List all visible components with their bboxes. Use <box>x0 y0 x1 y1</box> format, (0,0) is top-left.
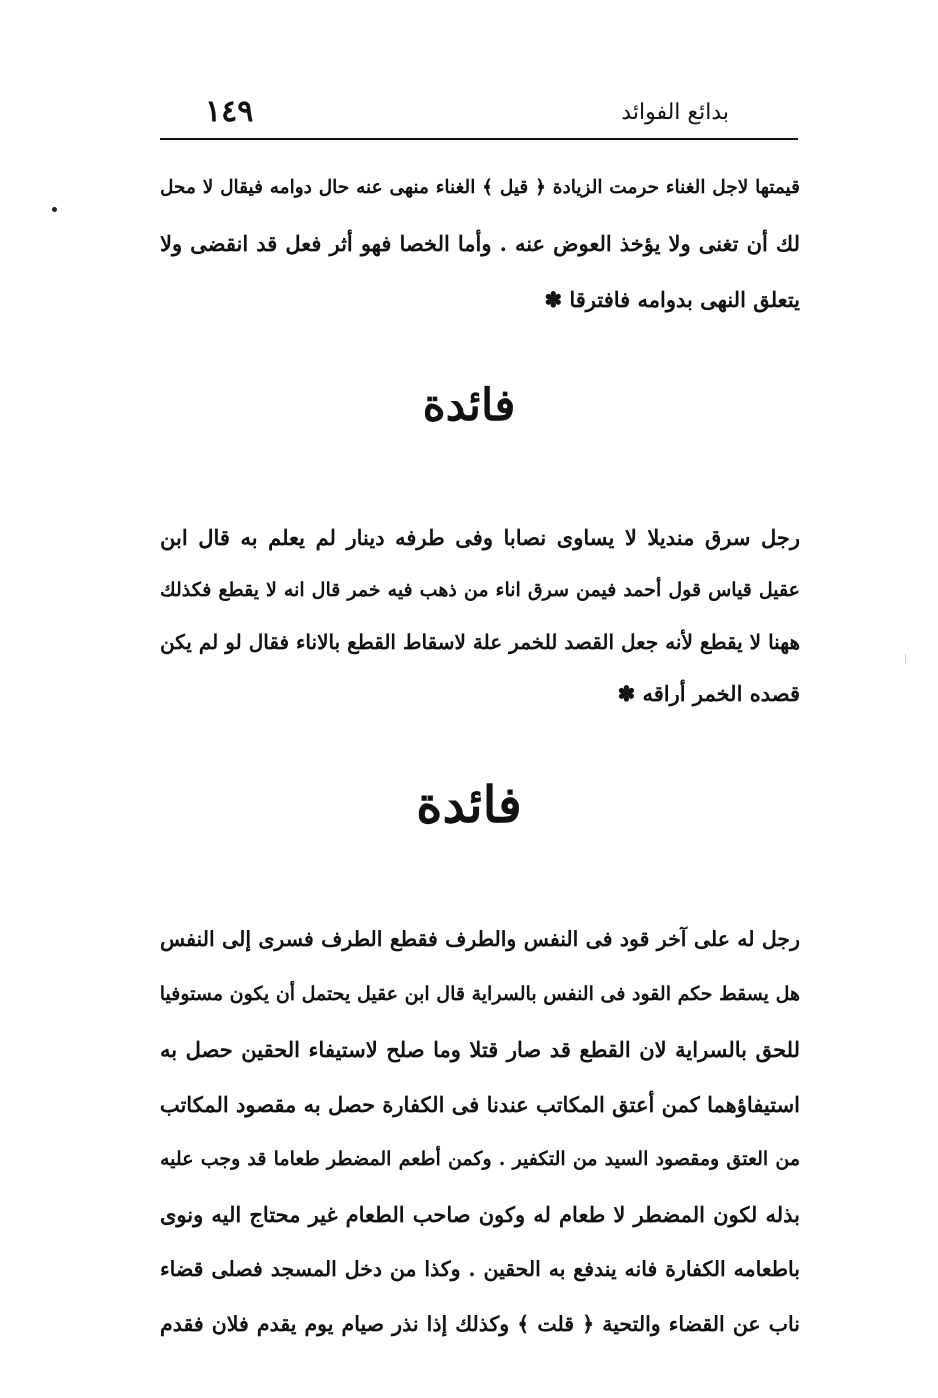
page-header <box>165 96 797 136</box>
text-line: للحق بالسراية لان القطع قد صار قتلا وما صلح لاستيفاء الحقين حصل به <box>160 1037 800 1062</box>
faida-1-paragraph <box>160 512 800 720</box>
text-line: بذله لكون المضطر لا طعام له وكون صاحب الطعام غير محتاج اليه ونوى <box>160 1202 800 1227</box>
text-line: قصده الخمر أراقه ✽ <box>617 681 800 706</box>
text-line: قيمتها لاجل الغناء حرمت الزيادة ﴿ قيل ﴾ الغناء منهى عنه حال دوامه فيقال لا محل <box>160 177 800 198</box>
stray-dot <box>52 207 57 212</box>
scan-mark <box>905 654 906 664</box>
faida-2-paragraph <box>160 912 800 1352</box>
intro-paragraph <box>160 160 800 328</box>
text-line: استيفاؤهما كمن أعتق المكاتب عندنا فى الكفارة حصل به مقصود المكاتب <box>159 1092 800 1117</box>
section-heading-faida-1: فائدة <box>422 380 516 431</box>
header-rule <box>160 138 798 140</box>
text-line: ههنا لا يقطع لأنه جعل القصد للخمر علة لاسقاط القطع بالاناء فقال لو لم يكن <box>160 630 800 654</box>
text-line: هل يسقط حكم القود فى النفس بالسراية قال ابن عقيل يحتمل أن يكون مستوفيا <box>159 983 800 1005</box>
text-line: باطعامه الكفارة فانه يندفع به الحقين . وكذا من دخل المسجد فصلى قضاء <box>160 1257 800 1281</box>
text-line: رجل سرق منديلا لا يساوى نصابا وفى طرفه دينار لم يعلم به قال ابن <box>160 525 800 550</box>
text-line: ناب عن القضاء والتحية ﴿ قلت ﴾ وكذلك إذا نذر صيام يوم يقدم فلان فقدم <box>160 1312 800 1336</box>
running-title: بدائع الفوائد <box>621 100 729 125</box>
text-line: عقيل قياس قول أحمد فيمن سرق اناء من ذهب فيه خمر قال انه لا يقطع فكذلك <box>160 579 800 601</box>
page-number: ١٤٩ <box>205 94 254 129</box>
text-line: يتعلق النهى بدوامه فافترقا ✽ <box>544 287 800 312</box>
text-line: من العتق ومقصود السيد من التكفير . وكمن أطعم المضطر طعاما قد وجب عليه <box>160 1148 800 1170</box>
text-line: رجل له على آخر قود فى النفس والطرف فقطع الطرف فسرى إلى النفس <box>160 927 800 951</box>
section-heading-faida-2: فائدة <box>416 775 522 834</box>
text-line: لك أن تغنى ولا يؤخذ العوض عنه . وأما الخصا فهو أثر فعل قد انقضى ولا <box>160 231 800 256</box>
